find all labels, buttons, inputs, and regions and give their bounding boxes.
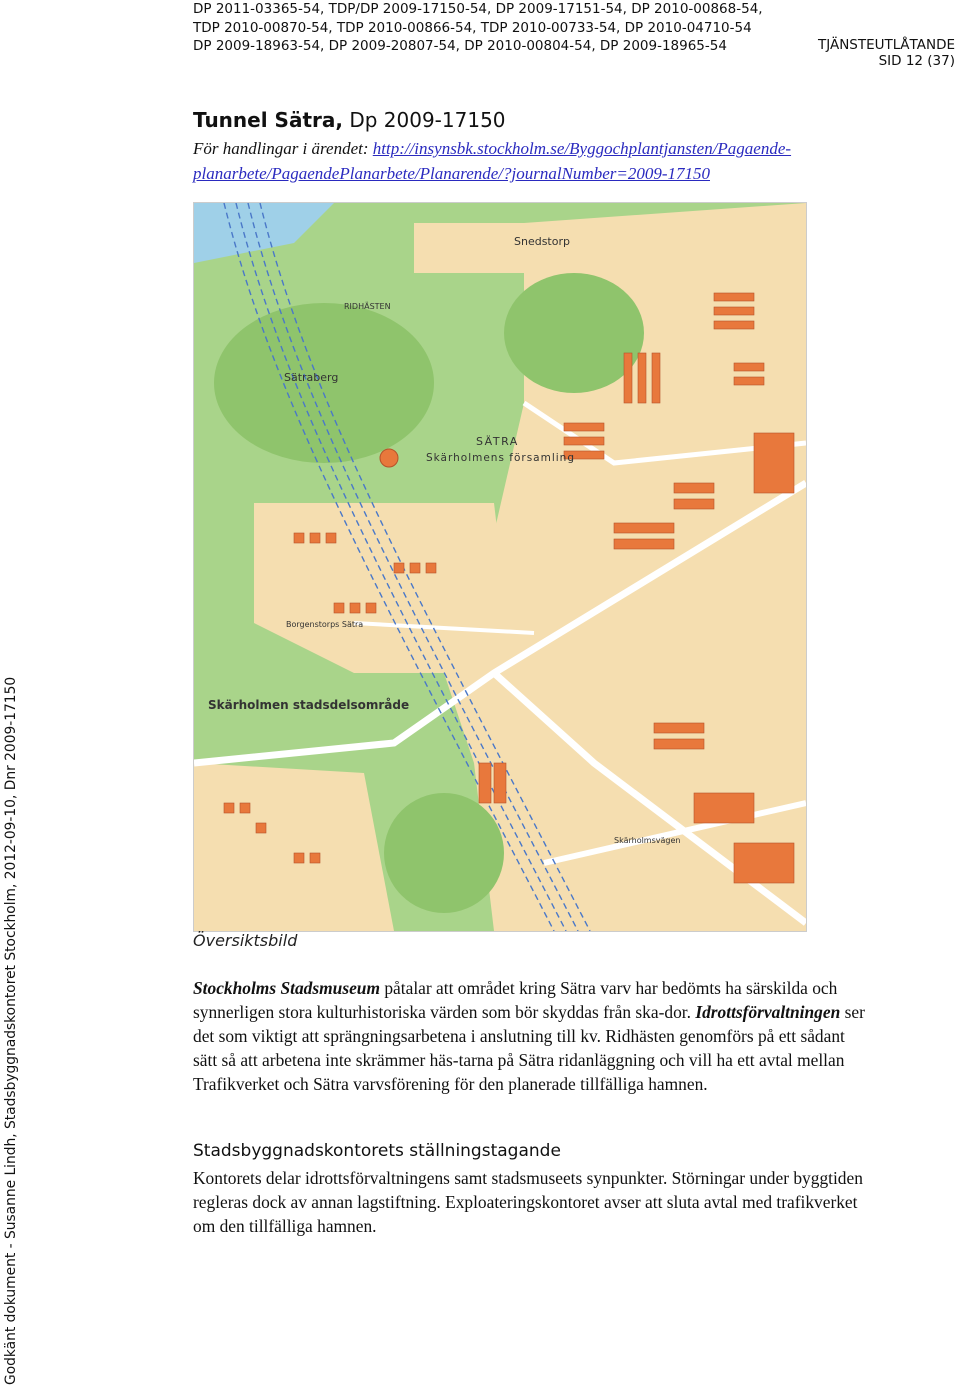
section-subheading: Stadsbyggnadskontorets ställningstagande <box>193 1141 561 1161</box>
reference-prefix: För handlingar i ärendet: <box>193 139 373 158</box>
reference-link-part-2[interactable]: planarbete/PagaendePlanarbete/Planarende/?journalNumber=2009-17150 <box>193 164 710 183</box>
consultation-paragraph <box>193 976 873 1096</box>
reference-link-part-1[interactable]: http://insynsbk.stockholm.se/Byggochplantjansten/Pagaende- <box>372 139 792 158</box>
approval-side-note: Godkänt dokument - Susanne Lindh, Stadsbyggnadskontoret Stockholm, 2012-09-10, Dnr 2009-17150 <box>3 676 19 1385</box>
conclusion-paragraph <box>193 1166 883 1238</box>
title-rest: Dp 2009-17150 <box>342 108 506 132</box>
paragraph-text-1: påtalar att området kring Sätra varv har bedömts ha särskilda och synnerligen stora kulturhistoriska värden som bör skyddas från ska-dor. <box>193 978 838 1022</box>
org-idrottsforvaltningen: Idrottsförvaltningen <box>695 1002 841 1022</box>
document-status: TJÄNSTEUTLÅTANDE <box>817 37 955 53</box>
map-label-borgen: Borgenstorps Sätra <box>286 620 364 629</box>
title-bold: Tunnel Sätra, <box>193 108 343 132</box>
map-label-satraberg: Sätraberg <box>284 371 339 384</box>
document-header-references <box>193 0 763 56</box>
map-label-satra: SÄTRA <box>476 435 519 448</box>
map-label-forsamling: Skärholmens församling <box>426 452 575 464</box>
paragraph-text-2: ser det som viktigt att sprängningsarbetena i anslutning till kv. Ridhästen genomförs på ett sådant sätt så att arbetena inte skrämmer häs-tarna på Sätra ridanläggning och vill ha ett avtal mellan Trafikverket och Sätra varvsförening för den planerade tillfälliga hamnen. <box>193 1002 865 1094</box>
page-title <box>193 108 506 132</box>
conclusion-text: Kontorets delar idrottsförvaltningens samt stadsmuseets synpunkter. Störningar under byggtiden regleras dock av annan lagstiftning. Exploateringskontoret avser att sluta avtal med trafikverket om den tillfälliga hamnen. <box>193 1168 863 1236</box>
map-label-skarholmsvagen: Skärholmsvägen <box>614 836 681 845</box>
map-label-stadsdel: Skärholmen stadsdelsområde <box>208 698 410 712</box>
map-caption: Översiktsbild <box>193 931 298 950</box>
map-label-snedstorp: Snedstorp <box>514 235 570 248</box>
reference-block <box>193 136 893 186</box>
page-number: SID 12 (37) <box>878 53 955 69</box>
header-line-2: TDP 2010-00870-54, TDP 2010-00866-54, TDP 2010-00733-54, DP 2010-04710-54 <box>193 19 752 36</box>
map-label-ridhasten: RIDHÄSTEN <box>344 302 391 311</box>
header-line-3: DP 2009-18963-54, DP 2009-20807-54, DP 2010-00804-54, DP 2009-18965-54 <box>193 38 727 54</box>
overview-map <box>193 202 807 932</box>
header-line-1: DP 2011-03365-54, TDP/DP 2009-17150-54, DP 2009-17151-54, DP 2010-00868-54, <box>193 1 763 17</box>
org-stadsmuseum: Stockholms Stadsmuseum <box>193 978 381 998</box>
